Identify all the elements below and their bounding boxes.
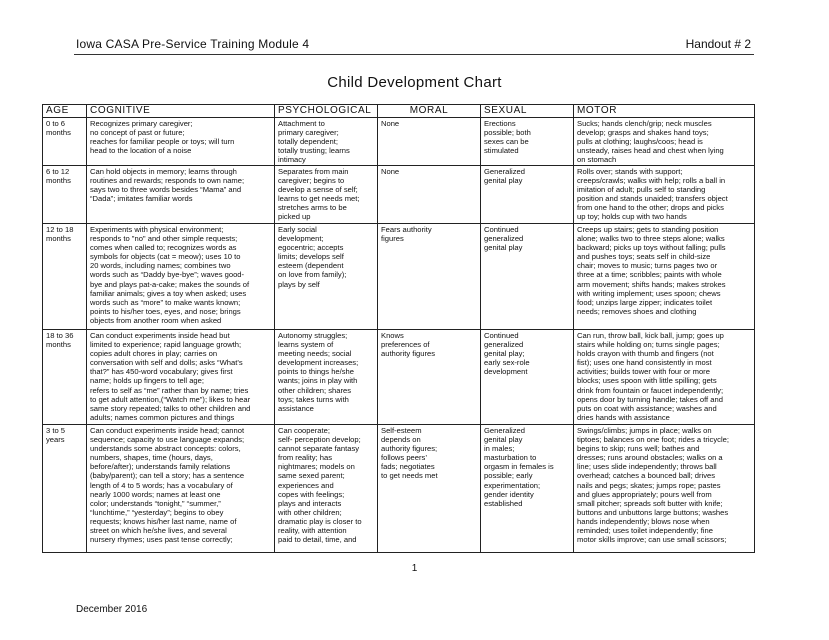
sexual-text: Continued generalized genital play bbox=[484, 225, 524, 253]
psychological-cell bbox=[275, 425, 378, 553]
cognitive-cell bbox=[87, 224, 275, 330]
moral-text: None bbox=[381, 119, 400, 128]
psychological-text: Early social development; egocentric; accepts limits; develops self esteem (dependent on love from family); plays by self bbox=[278, 225, 347, 289]
header-divider bbox=[74, 54, 754, 55]
age-cell bbox=[43, 425, 87, 553]
age-cell bbox=[43, 224, 87, 330]
page-title: Child Development Chart bbox=[327, 74, 502, 91]
motor-text: Creeps up stairs; gets to standing position alone; walks two to three steps alone; walks backward; picks up toys without falling; pulls and pushes toys; seats self in child-size chair; moves to music; turns pages two or three at a time; scribbles; paints with whole arm movement; shifts hands; makes strokes with writing implement; uses spoon; chews food; unzips large zipper; indicates toilet needs; removes shoes and clothing bbox=[577, 225, 726, 316]
column-header-cognitive: COGNITIVE bbox=[87, 105, 275, 118]
header-handout-number: Handout # 2 bbox=[685, 37, 751, 51]
column-header-psychological: PSYCHOLOGICAL bbox=[275, 105, 378, 118]
psychological-text: Autonomy struggles; learns system of meeting needs; social development increases; points to things he/she wants; joins in play with other children; shares toys; takes turns with assistance bbox=[278, 331, 359, 413]
cognitive-text: Can hold objects in memory; learns through routines and rewards; responds to own name; says two to three words besides “Mama” and “Dada”; imitates familiar words bbox=[90, 167, 245, 204]
moral-text: Knows preferences of authority figures bbox=[381, 331, 436, 359]
moral-cell bbox=[378, 118, 481, 166]
cognitive-cell bbox=[87, 118, 275, 166]
cognitive-text: Experiments with physical environment; responds to "no" and other simple requests; comes when called to; recognizes words as symbols for objects (cat = meow); uses 10 to 20 words, including names; combines two words such as “Daddy bye-bye”; waves good- bye and plays pat-a-cake; makes the sounds of familiar animals; gives a toy when asked; uses words such as “more” to make wants known; points to his/her toes, eyes, and nose; brings objects from another room when asked bbox=[90, 225, 250, 325]
table-header-row bbox=[43, 105, 755, 118]
table-row bbox=[43, 166, 755, 224]
sexual-cell bbox=[481, 330, 574, 425]
age-text: 18 to 36 months bbox=[46, 331, 74, 350]
child-development-table bbox=[42, 104, 755, 553]
motor-cell bbox=[574, 425, 755, 553]
table-row bbox=[43, 224, 755, 330]
psychological-cell bbox=[275, 118, 378, 166]
cognitive-cell bbox=[87, 166, 275, 224]
footer-date: December 2016 bbox=[76, 604, 148, 615]
motor-text: Rolls over; stands with support; creeps/crawls; walks with help; rolls a ball in imitation of adult; pulls self to standing position and stands unaided; transfers object from one hand to the other; drops and picks up toy; holds cup with two hands bbox=[577, 167, 728, 222]
column-header-motor: MOTOR bbox=[574, 105, 755, 118]
motor-cell bbox=[574, 118, 755, 166]
motor-cell bbox=[574, 330, 755, 425]
sexual-cell bbox=[481, 166, 574, 224]
sexual-text: Continued generalized genital play; early sex-role development bbox=[484, 331, 530, 377]
moral-cell bbox=[378, 224, 481, 330]
sexual-text: Generalized genital play in males; masturbation to orgasm in females is possible; early experimentation; gender identity established bbox=[484, 426, 554, 508]
sexual-text: Generalized genital play bbox=[484, 167, 525, 186]
psychological-cell bbox=[275, 166, 378, 224]
motor-text: Swings/climbs; jumps in place; walks on tiptoes; balances on one foot; rides a tricycle; begins to skip; runs well; bathes and dresses; runs around obstacles; walks on a line; uses slide independently; throws ball overhead; catches a bounced ball; drives nails and pegs; skates; jumps rope; pastes and glues appropriately; pours well from small pitcher; spreads soft butter with knife; buttons and unbuttons large buttons; washes hands independently; blows nose when reminded; uses toilet independently; fine motor skills improve; can use small scissors; bbox=[577, 426, 729, 545]
motor-text: Sucks; hands clench/grip; neck muscles develop; grasps and shakes hand toys; pulls at clothing; laughs/coos; head is unsteady, raises head and chest when lying on stomach bbox=[577, 119, 724, 165]
sexual-cell bbox=[481, 118, 574, 166]
age-cell bbox=[43, 330, 87, 425]
header-module-title: Iowa CASA Pre-Service Training Module 4 bbox=[76, 37, 310, 51]
moral-cell bbox=[378, 166, 481, 224]
table-row bbox=[43, 425, 755, 553]
cognitive-cell bbox=[87, 330, 275, 425]
moral-text: Fears authority figures bbox=[381, 225, 432, 244]
psychological-cell bbox=[275, 224, 378, 330]
cognitive-text: Recognizes primary caregiver; no concept of past or future; reaches for familiar people or toys; will turn head to the location of a noise bbox=[90, 119, 235, 156]
column-header-age: AGE bbox=[43, 105, 87, 118]
sexual-cell bbox=[481, 224, 574, 330]
motor-cell bbox=[574, 224, 755, 330]
moral-text: None bbox=[381, 167, 400, 176]
psychological-cell bbox=[275, 330, 378, 425]
psychological-text: Attachment to primary caregiver; totally dependent; totally trusting; learns intimacy bbox=[278, 119, 350, 165]
table-row bbox=[43, 330, 755, 425]
cognitive-cell bbox=[87, 425, 275, 553]
moral-text: Self-esteem depends on authority figures; follows peers’ fads; negotiates to get needs met bbox=[381, 426, 438, 481]
age-cell bbox=[43, 166, 87, 224]
table-row bbox=[43, 118, 755, 166]
age-text: 0 to 6 months bbox=[46, 119, 71, 138]
motor-text: Can run, throw ball, kick ball, jump; goes up stairs while holding on; turns single pages; holds crayon with thumb and fingers (not fist); uses one hand consistently in most activities; builds tower with four or more blocks; uses spoon with little spilling; gets drink from fountain or faucet independently; opens door by turning handle; takes off and puts on coat with assistance; washes and dries hands with assistance bbox=[577, 331, 724, 422]
age-text: 6 to 12 months bbox=[46, 167, 71, 186]
age-text: 3 to 5 years bbox=[46, 426, 65, 445]
cognitive-text: Can conduct experiments inside head but limited to experience; rapid language growth; copies adult chores in play; carries on conversation with self and dolls; asks “What’s that?” has 450-word vocabulary; gives first name; holds up fingers to tell age; refers to self as “me” rather than by name; tries to get adult attention,(“Watch me”); likes to hear same story repeated; talks to other children and adults; names common pictures and things bbox=[90, 331, 251, 422]
sexual-cell bbox=[481, 425, 574, 553]
moral-cell bbox=[378, 425, 481, 553]
column-header-moral: MORAL bbox=[378, 105, 481, 118]
cognitive-text: Can conduct experiments inside head; cannot sequence; capacity to use language expands; understands some abstract concepts: colors, numbers, shapes, time (hours, days, before/after); understands family relations (baby/parent); can tell a story; has a sentence length of 4 to 5 words; has a vocabulary of nearly 1000 words; names at least one color; understands “tonight,” “summer,” “lunchtime,” “yesterday”; begins to obey requests; knows his/her last name, name of street on which he/she lives, and several nursery rhymes; uses past tense correctly; bbox=[90, 426, 245, 545]
motor-cell bbox=[574, 166, 755, 224]
age-text: 12 to 18 months bbox=[46, 225, 74, 244]
age-cell bbox=[43, 118, 87, 166]
psychological-text: Can cooperate; self- perception develop; cannot separate fantasy from reality; has nightmares; models on same sexed parent; experiences and copes with feelings; plays and interacts with other children; dramatic play is closer to reality, with attention paid to detail, time, and bbox=[278, 426, 362, 545]
psychological-text: Separates from main caregiver; begins to develop a sense of self; learns to get needs met; stretches arms to be picked up bbox=[278, 167, 360, 222]
page-number: 1 bbox=[411, 563, 418, 574]
moral-cell bbox=[378, 330, 481, 425]
column-header-sexual: SEXUAL bbox=[481, 105, 574, 118]
sexual-text: Erections possible; both sexes can be stimulated bbox=[484, 119, 531, 156]
